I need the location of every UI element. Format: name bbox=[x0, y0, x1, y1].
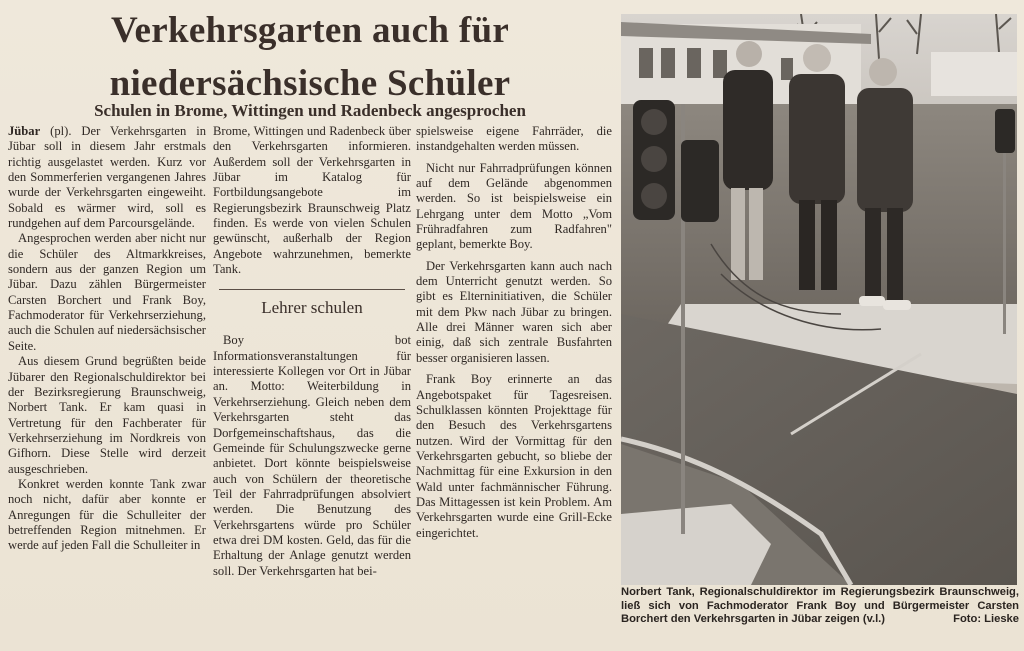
subheading: Lehrer schulen bbox=[261, 298, 363, 318]
photo-credit: Foto: Lieske bbox=[953, 613, 1019, 626]
paragraph: spielsweise eigene Fahrräder, die instandgehalten werden müssen. bbox=[416, 124, 612, 154]
paragraph-text: Der Verkehrsgarten in Jübar soll in diesem Jahr erstmals richtig ausgelastet werden. Kurz vor den Sommerferien vergangenen Jahres wurde der Verkehrsgarten eingeweiht. Sobald es wärmer wird, soll es rundgehen auf dem Parcoursgelände. bbox=[8, 124, 206, 231]
paragraph: Nicht nur Fahrradprüfungen können auf dem Gelände abgenommen werden. So ist beispielsweise ein Lehrgang unter dem Motto „Vom Frühradfahren zum Radfahren" geplant, bemerkte Boy. bbox=[416, 160, 612, 252]
article-column-3 bbox=[416, 124, 612, 541]
paragraph: Frank Boy erinnerte an das Angebotspaket für Tagesreisen. Schulklassen könnten Projekttage für den Besuch des Verkehrsgartens nutzen. Wird der Vormittag für den Verkehrsgarten gebucht, so bliebe der Nachmittag für eine Exkursion in den Wald unter fachmännischer Führung. Das Mittagessen ist kein Problem. Am Verkehrsgarten wurde eine Grill-Ecke eingerichtet. bbox=[416, 372, 612, 540]
paragraph: Aus diesem Grund begrüßten beide Jübarer den Regionalschuldirektor bei der Bezirksregierung Braunschweig, Norbert Tank. Er kam quasi in Vertretung für den Fachberater für Verkehrserziehung im Nordkreis von Gifhorn. Diese Stelle wird derzeit ausgeschrieben. bbox=[8, 354, 206, 476]
headline bbox=[10, 4, 610, 110]
caption-text: Norbert Tank, Regionalschuldirektor im Regierungsbezirk Braunschweig, ließ sich von Fachmoderator Frank Boy und Bürgermeister Carsten Borchert den Verkehrsgarten in Jübar zeigen (v.l.) bbox=[621, 586, 1019, 626]
spacer bbox=[219, 322, 405, 323]
divider bbox=[219, 289, 405, 290]
article-column-1 bbox=[8, 124, 206, 554]
subheadline: Schulen in Brome, Wittingen und Radenbeck angesprochen bbox=[94, 101, 526, 120]
paragraph: Der Verkehrsgarten kann auch nach dem Unterricht genutzt werden. So gibt es Elterninitiativen, die Schüler mit dem Pkw nach Jübar zu bringen. Alle drei Männer waren sich aber einig, daß sich zentrale Busfahrten besser organisieren lassen. bbox=[416, 258, 612, 365]
article-column-2 bbox=[213, 124, 411, 579]
building-2 bbox=[931, 52, 1017, 96]
photo-caption bbox=[621, 586, 1019, 627]
paragraph: Boy bot Informationsveranstaltungen für interessierte Kollegen vor Ort in Jübar an. Motto: Weiterbildung in Verkehrserziehung. Gleich neben dem Verkehrsgarten steht das Dorfgemeinschaftshaus, das die Gemeinde für Schulungszwecke gerne anbietet. Dort könnte beispielsweise auch von Schülern der theoretische Teil der Fahrradprüfungen absolviert werden. Die Benutzung des Verkehrsgartens würde pro Schüler etwa drei DM kosten. Geld, das für die Erhaltung der Anlage genutzt werden soll. Der Verkehrsgarten hat bei- bbox=[213, 333, 411, 578]
traffic-garden-photo bbox=[621, 14, 1017, 585]
headline-line-1: Verkehrsgarten auch für bbox=[110, 10, 510, 51]
news-photo bbox=[621, 14, 1017, 585]
paragraph: Brome, Wittingen und Radenbeck über den Verkehrsgarten informieren. Außerdem soll der Verkehrsgarten in Jübar im Katalog für Fortbildungsangebote im Regierungsbezirk Braunschweig Platz finden. Es werde von vielen Schulen gewünscht, außerhalb der Region Angebote wahrzunehmen, bemerkte Tank. bbox=[213, 124, 411, 277]
dateline: Jübar bbox=[8, 124, 41, 138]
small-signal bbox=[995, 109, 1015, 153]
headline-line-2: niedersächsische Schüler bbox=[109, 63, 511, 104]
dateline-suffix: (pl). bbox=[40, 124, 72, 138]
paragraph: Konkret werden konnte Tank zwar noch nicht, dafür aber konnte er Anregungen für die Schulleiter der betreffenden Region mitnehmen. Er werde auf jeden Fall die Schulleiter in bbox=[8, 476, 206, 553]
paragraph: Angesprochen werden aber nicht nur die Schüler des Altmarkkreises, sondern aus der ganzen Region um Jübar. Dazu zählen Bürgermeister Carsten Borchert und Frank Boy, Fachmoderator für Verkehrserziehung, auch die Schulen auf niedersächsischer Seite. bbox=[8, 231, 206, 353]
paragraph bbox=[8, 124, 206, 231]
